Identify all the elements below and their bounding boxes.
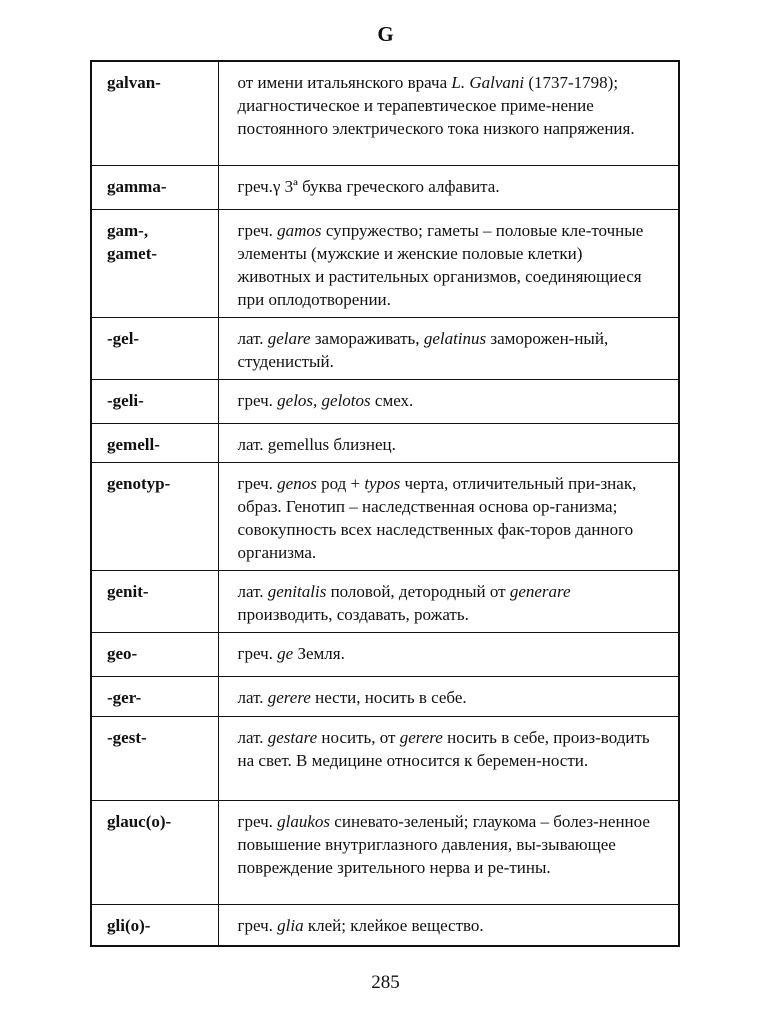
definition-text-part: заморожен-ный, студенистый. — [237, 328, 609, 371]
dictionary-body — [91, 61, 679, 946]
definition-text-part: супружество; гаметы – половые кле-точные элементы (мужские и женские половые клетки) животных и растительных организмов, соединяющиеся при оплодотворении. — [237, 220, 644, 309]
entry-definition — [218, 800, 679, 904]
definition-text-part: синевато-зеленый; глаукома – болез-ненное повышение внутриглазного давления, вы-зывающее повреждение зрительного нерва и ре-тины. — [237, 811, 650, 877]
definition-text-part: греч. — [237, 915, 278, 935]
entry-definition — [218, 379, 679, 423]
definition-text-part: смех. — [370, 390, 414, 410]
definition-text-part: лат. gemellus близнец. — [237, 434, 396, 454]
entry-term: -ger- — [91, 676, 218, 716]
entry-definition — [218, 632, 679, 676]
entry-definition — [218, 165, 679, 209]
definition-text-part: лат. — [237, 581, 268, 601]
definition-text-part: нести, носить в себе. — [310, 687, 467, 707]
entry-row — [91, 716, 679, 800]
entry-definition — [218, 904, 679, 946]
entry-term: genit- — [91, 570, 218, 632]
entry-row — [91, 676, 679, 716]
entry-row — [91, 423, 679, 462]
entry-term: -gest- — [91, 716, 218, 800]
entry-row — [91, 379, 679, 423]
definition-text-part: от имени итальянского врача — [237, 73, 452, 92]
entry-definition — [218, 570, 679, 632]
definition-italic-part: typos — [364, 473, 401, 493]
definition-text-part: греч. — [237, 473, 278, 493]
definition-text-part: носить в себе, произ-водить на свет. В медицине относится к беремен-ности. — [237, 727, 650, 770]
entry-row — [91, 165, 679, 209]
entry-row — [91, 61, 679, 165]
entry-term-line: gamet- — [107, 243, 158, 263]
definition-text-part: греч.γ 3ª буква греческого алфавита. — [237, 176, 500, 196]
definition-italic-part: gerere — [267, 687, 311, 707]
definition-text-part: половой, детородный от — [326, 581, 510, 601]
entry-definition — [218, 423, 679, 462]
entry-term: -gel- — [91, 317, 218, 379]
entry-row — [91, 462, 679, 570]
entry-definition — [218, 676, 679, 716]
entry-row — [91, 570, 679, 632]
entry-row — [91, 209, 679, 317]
definition-italic-part: generare — [509, 581, 571, 601]
definition-text-part: лат. — [237, 328, 268, 348]
entry-row — [91, 317, 679, 379]
entry-row — [91, 800, 679, 904]
entry-definition — [218, 317, 679, 379]
definition-text-part: греч. — [237, 643, 278, 663]
definition-text-part: греч. — [237, 220, 278, 240]
definition-text-part: носить, от — [317, 727, 400, 747]
entry-definition — [218, 462, 679, 570]
dictionary-table — [90, 60, 680, 947]
definition-text-part: производить, создавать, рожать. — [237, 604, 469, 624]
page-letter-heading: G — [377, 22, 394, 46]
definition-text-part: Земля. — [293, 643, 345, 663]
entry-definition — [218, 61, 679, 165]
definition-italic-part: glaukos — [277, 811, 331, 831]
entry-term — [91, 209, 218, 317]
definition-italic-part: gerere — [399, 727, 443, 747]
entry-term: glauc(o)- — [91, 800, 218, 904]
entry-term-line: gam-, — [107, 220, 149, 240]
entry-term: -geli- — [91, 379, 218, 423]
definition-italic-part: glia — [277, 915, 304, 935]
definition-italic-part: gamos — [277, 220, 322, 240]
page-number: 285 — [371, 972, 400, 993]
entry-term: genotyp- — [91, 462, 218, 570]
entry-term: galvan- — [91, 61, 218, 165]
definition-italic-part: genos — [277, 473, 317, 493]
definition-italic-part: genitalis — [267, 581, 327, 601]
definition-text-part: лат. — [237, 727, 268, 747]
definition-text-part: греч. — [237, 390, 278, 410]
entry-row — [91, 632, 679, 676]
definition-text-part: греч. — [237, 811, 278, 831]
entry-definition — [218, 716, 679, 800]
entry-term: gemell- — [91, 423, 218, 462]
definition-text-part: клей; клейкое вещество. — [303, 915, 484, 935]
definition-italic-part: ge — [277, 643, 294, 663]
definition-text-part: лат. — [237, 687, 268, 707]
definition-text-part: черта, отличительный при-знак, образ. Генотип – наследственная основа ор-ганизма; совокупность всех наследственных фак-торов данного организма. — [237, 473, 637, 562]
definition-italic-part: gelatinus — [423, 328, 487, 348]
entry-definition — [218, 209, 679, 317]
definition-italic-part: L. Galvani — [451, 73, 525, 92]
entry-row — [91, 904, 679, 946]
definition-italic-part: gelos, gelotos — [277, 390, 371, 410]
definition-italic-part: gestare — [267, 727, 318, 747]
entry-term: geo- — [91, 632, 218, 676]
entry-term: gamma- — [91, 165, 218, 209]
definition-text-part: род + — [316, 473, 365, 493]
entry-term: gli(o)- — [91, 904, 218, 946]
definition-italic-part: gelare — [267, 328, 311, 348]
definition-text-part: (1737-1798); диагностическое и терапевтическое приме-нение постоянного электрического тока низкого напряжения. — [237, 73, 635, 138]
definition-text-part: замораживать, — [310, 328, 424, 348]
